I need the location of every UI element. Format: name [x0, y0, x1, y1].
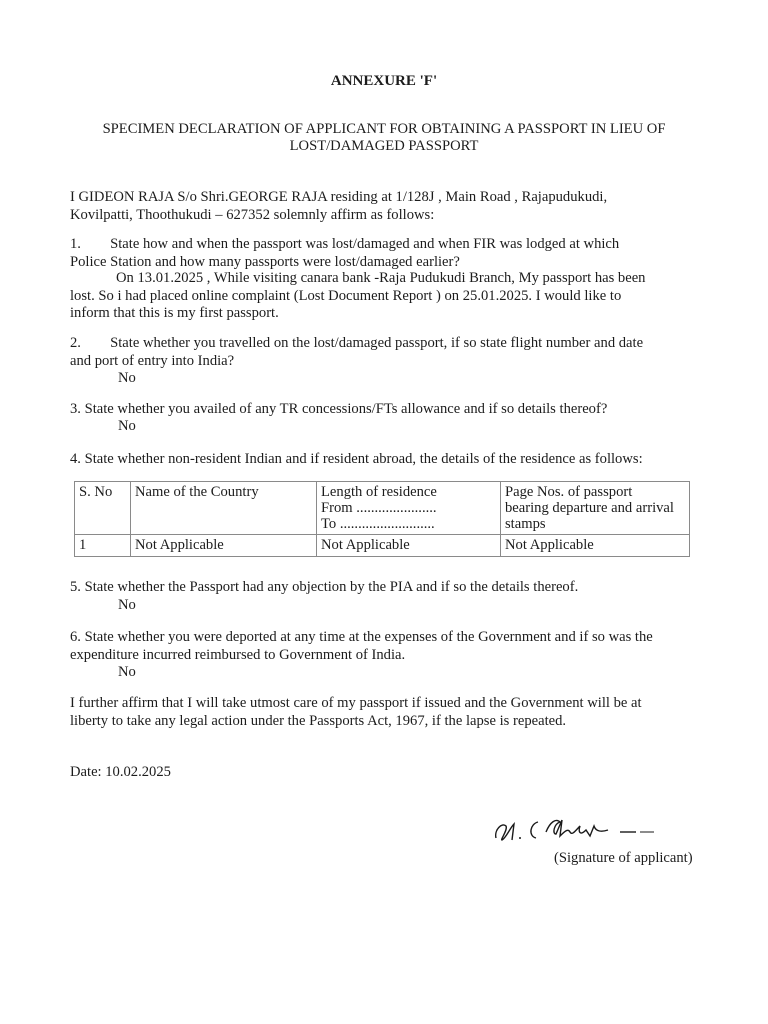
- question-6: [70, 629, 720, 664]
- answer-5: [70, 597, 136, 615]
- a1-line-1: On 13.01.2025 , While visiting canara bank -Raja Pudukudi Branch, My passport has been: [116, 270, 646, 286]
- q2-line-1: 2. State whether you travelled on the lost/damaged passport, if so state flight number and date: [70, 335, 644, 351]
- affirm-line-1: I further affirm that I will take utmost care of my passport if issued and the Government will be at: [70, 695, 642, 711]
- answer-6: [70, 664, 136, 682]
- annexure-title: ANNEXURE 'F': [330, 73, 438, 89]
- a3-text: No: [118, 418, 136, 434]
- question-4: [70, 451, 720, 469]
- table-header-row: [75, 482, 690, 535]
- intro-line-2: Kovilpatti, Thoothukudi – 627352 solemnly affirm as follows:: [70, 206, 435, 223]
- cell-sno: 1: [75, 535, 131, 557]
- handwritten-signature: [490, 810, 690, 850]
- cell-pages: Not Applicable: [501, 535, 690, 557]
- document-subtitle: [60, 121, 708, 155]
- q1-line-1: 1. State how and when the passport was lost/damaged and when FIR was lodged at which: [70, 236, 620, 252]
- affirm-line-2: liberty to take any legal action under the Passports Act, 1967, if the lapse is repeated.: [70, 712, 567, 729]
- question-3: [70, 401, 720, 419]
- q5-line-1: 5. State whether the Passport had any objection by the PIA and if so the details thereof.: [70, 579, 579, 595]
- q6-line-1: 6. State whether you were deported at any time at the expenses of the Government and if so was the: [70, 629, 653, 645]
- q1-line-2: Police Station and how many passports were lost/damaged earlier?: [70, 253, 460, 270]
- header-country: Name of the Country: [131, 482, 317, 535]
- header-length: Length of residence From ...................... To ..........................: [317, 482, 501, 535]
- q3-line-1: 3. State whether you availed of any TR concessions/FTs allowance and if so details thereof?: [70, 401, 608, 417]
- affirmation-paragraph: [70, 695, 720, 730]
- header-sno: S. No: [75, 482, 131, 535]
- a5-text: No: [118, 597, 136, 613]
- header-pages: Page Nos. of passport bearing departure and arrival stamps: [501, 482, 690, 535]
- answer-3: [70, 418, 136, 436]
- question-5: [70, 579, 720, 597]
- answer-1: [70, 270, 720, 323]
- question-2: [70, 335, 720, 370]
- cell-country: Not Applicable: [131, 535, 317, 557]
- residence-table: [74, 481, 690, 557]
- intro-line-1: I GIDEON RAJA S/o Shri.GEORGE RAJA residing at 1/128J , Main Road , Rajapudukudi,: [70, 189, 608, 205]
- answer-2: [70, 370, 136, 388]
- subtitle-line-2: LOST/DAMAGED PASSPORT: [289, 138, 479, 154]
- signature-label: (Signature of applicant): [554, 850, 693, 866]
- q2-line-2: and port of entry into India?: [70, 352, 235, 369]
- declaration-date: Date: 10.02.2025: [70, 764, 171, 780]
- intro-paragraph: [70, 189, 710, 224]
- a1-line-3: inform that this is my first passport.: [70, 305, 279, 321]
- q6-line-2: expenditure incurred reimbursed to Government of India.: [70, 646, 406, 663]
- cell-length: Not Applicable: [317, 535, 501, 557]
- table-row: [75, 535, 690, 557]
- q4-line-1: 4. State whether non-resident Indian and if resident abroad, the details of the residence as follows:: [70, 451, 643, 467]
- question-1: [70, 236, 710, 271]
- a6-text: No: [118, 664, 136, 680]
- a1-line-2: lost. So i had placed online complaint (Lost Document Report ) on 25.01.2025. I would like to: [70, 287, 622, 304]
- a2-text: No: [118, 370, 136, 386]
- signature-block: [490, 810, 720, 866]
- subtitle-line-1: SPECIMEN DECLARATION OF APPLICANT FOR OBTAINING A PASSPORT IN LIEU OF: [102, 121, 666, 137]
